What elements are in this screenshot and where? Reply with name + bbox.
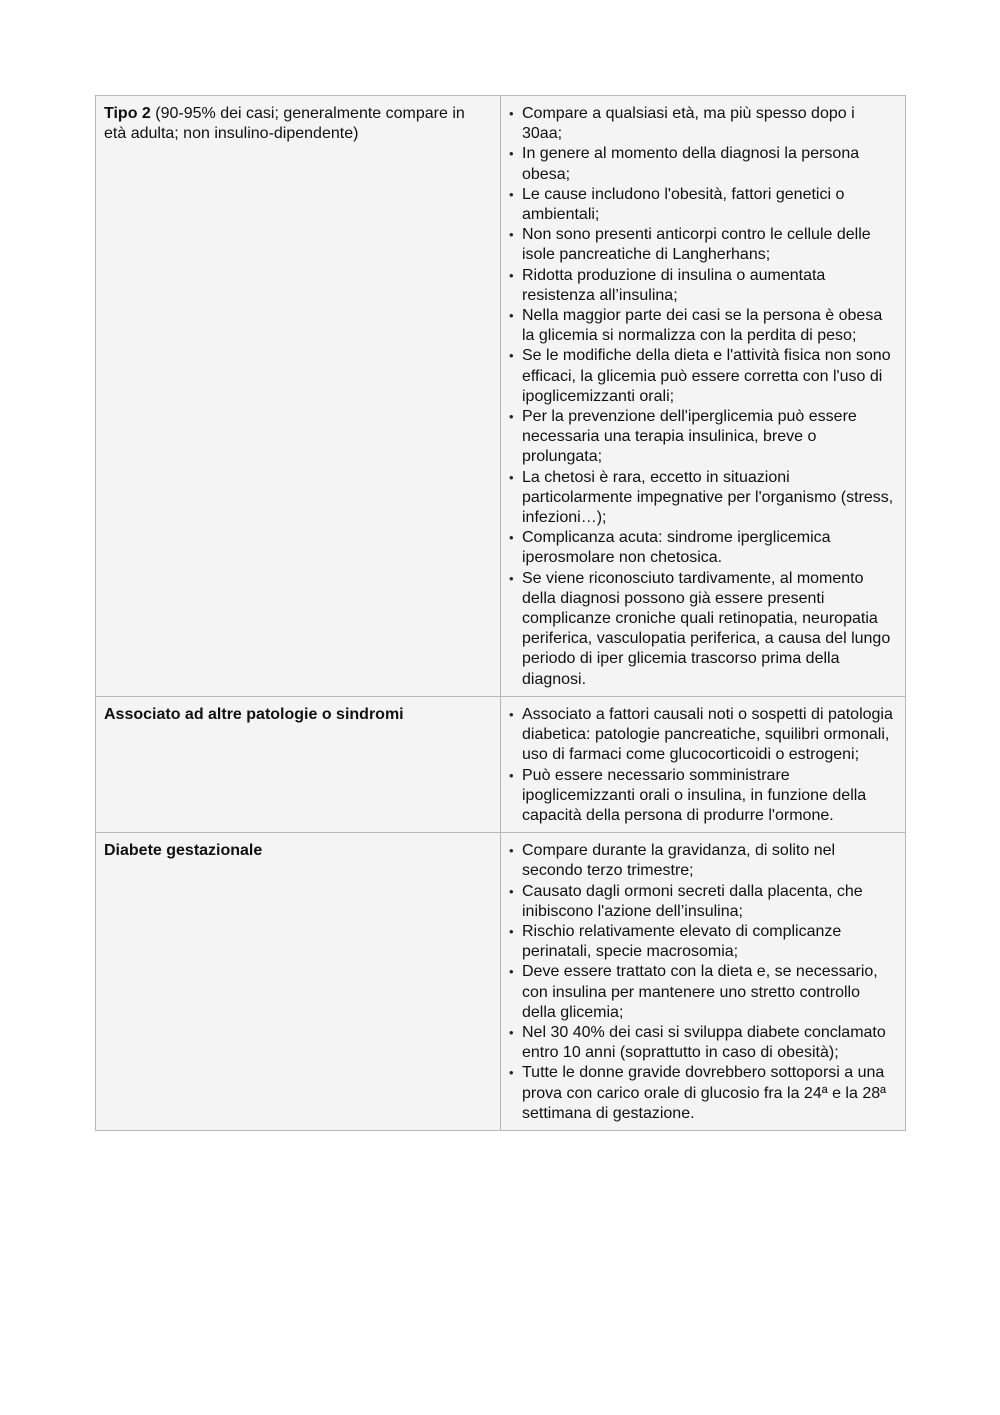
list-item: • Complicanza acuta: sindrome iperglicemica iperosmolare non chetosica.	[509, 528, 898, 568]
type-cell	[96, 96, 501, 697]
table-row-tipo-2	[96, 96, 906, 697]
features-cell	[501, 833, 906, 1131]
feature-list	[509, 841, 898, 1124]
type-cell	[96, 833, 501, 1131]
list-item: • Deve essere trattato con la dieta e, se necessario, con insulina per mantenere uno stretto controllo della glicemia;	[509, 962, 898, 1023]
feature-list	[509, 104, 898, 690]
type-name: Diabete gestazionale	[104, 842, 263, 860]
type-cell	[96, 696, 501, 832]
feature-list	[509, 705, 898, 826]
features-cell	[501, 696, 906, 832]
diabetes-types-table	[95, 95, 906, 1131]
list-item: • Nella maggior parte dei casi se la persona è obesa la glicemia si normalizza con la perdita di peso;	[509, 306, 898, 346]
type-name: Tipo 2	[104, 105, 151, 122]
list-item: • Compare durante la gravidanza, di solito nel secondo terzo trimestre;	[509, 841, 898, 881]
list-item: • Tutte le donne gravide dovrebbero sottoporsi a una prova con carico orale di glucosio fra la 24ª e la 28ª settimana di gestazione.	[509, 1063, 898, 1124]
list-item: • Se le modifiche della dieta e l'attività fisica non sono efficaci, la glicemia può essere corretta con l'uso di ipoglicemizzanti orali;	[509, 346, 898, 407]
list-item: • In genere al momento della diagnosi la persona obesa;	[509, 144, 898, 184]
list-item: • Ridotta produzione di insulina o aumentata resistenza all’insulina;	[509, 266, 898, 306]
list-item: • Causato dagli ormoni secreti dalla placenta, che inibiscono l'azione dell’insulina;	[509, 882, 898, 922]
list-item: • La chetosi è rara, eccetto in situazioni particolarmente impegnative per l'organismo (stress, infezioni…);	[509, 468, 898, 529]
list-item: • Rischio relativamente elevato di complicanze perinatali, specie macrosomia;	[509, 922, 898, 962]
list-item: • Associato a fattori causali noti o sospetti di patologia diabetica: patologie pancreatiche, squilibri ormonali, uso di farmaci come glucocorticoidi o estrogeni;	[509, 705, 898, 766]
list-item: • Compare a qualsiasi età, ma più spesso dopo i 30aa;	[509, 104, 898, 144]
list-item: • Nel 30 40% dei casi si sviluppa diabete conclamato entro 10 anni (soprattutto in caso di obesità);	[509, 1023, 898, 1063]
list-item: • Per la prevenzione dell'iperglicemia può essere necessaria una terapia insulinica, breve o prolungata;	[509, 407, 898, 468]
table-row-gestazionale	[96, 833, 906, 1131]
list-item: • Se viene riconosciuto tardivamente, al momento della diagnosi possono già essere presenti complicanze croniche quali retinopatia, neuropatia periferica, vasculopatia periferica, a causa del lungo periodo di iper glicemia trascorso prima della diagnosi.	[509, 569, 898, 690]
list-item: • Le cause includono l'obesità, fattori genetici o ambientali;	[509, 185, 898, 225]
list-item: • Può essere necessario somministrare ipoglicemizzanti orali o insulina, in funzione della capacità della persona di produrre l'ormone.	[509, 766, 898, 827]
features-cell	[501, 96, 906, 697]
type-name: Associato ad altre patologie o sindromi	[104, 705, 404, 723]
table-row-associato	[96, 696, 906, 832]
type-note: (90-95% dei casi; generalmente compare in età adulta; non insulino-dipendente)	[104, 105, 465, 143]
list-item: • Non sono presenti anticorpi contro le cellule delle isole pancreatiche di Langherhans;	[509, 225, 898, 265]
